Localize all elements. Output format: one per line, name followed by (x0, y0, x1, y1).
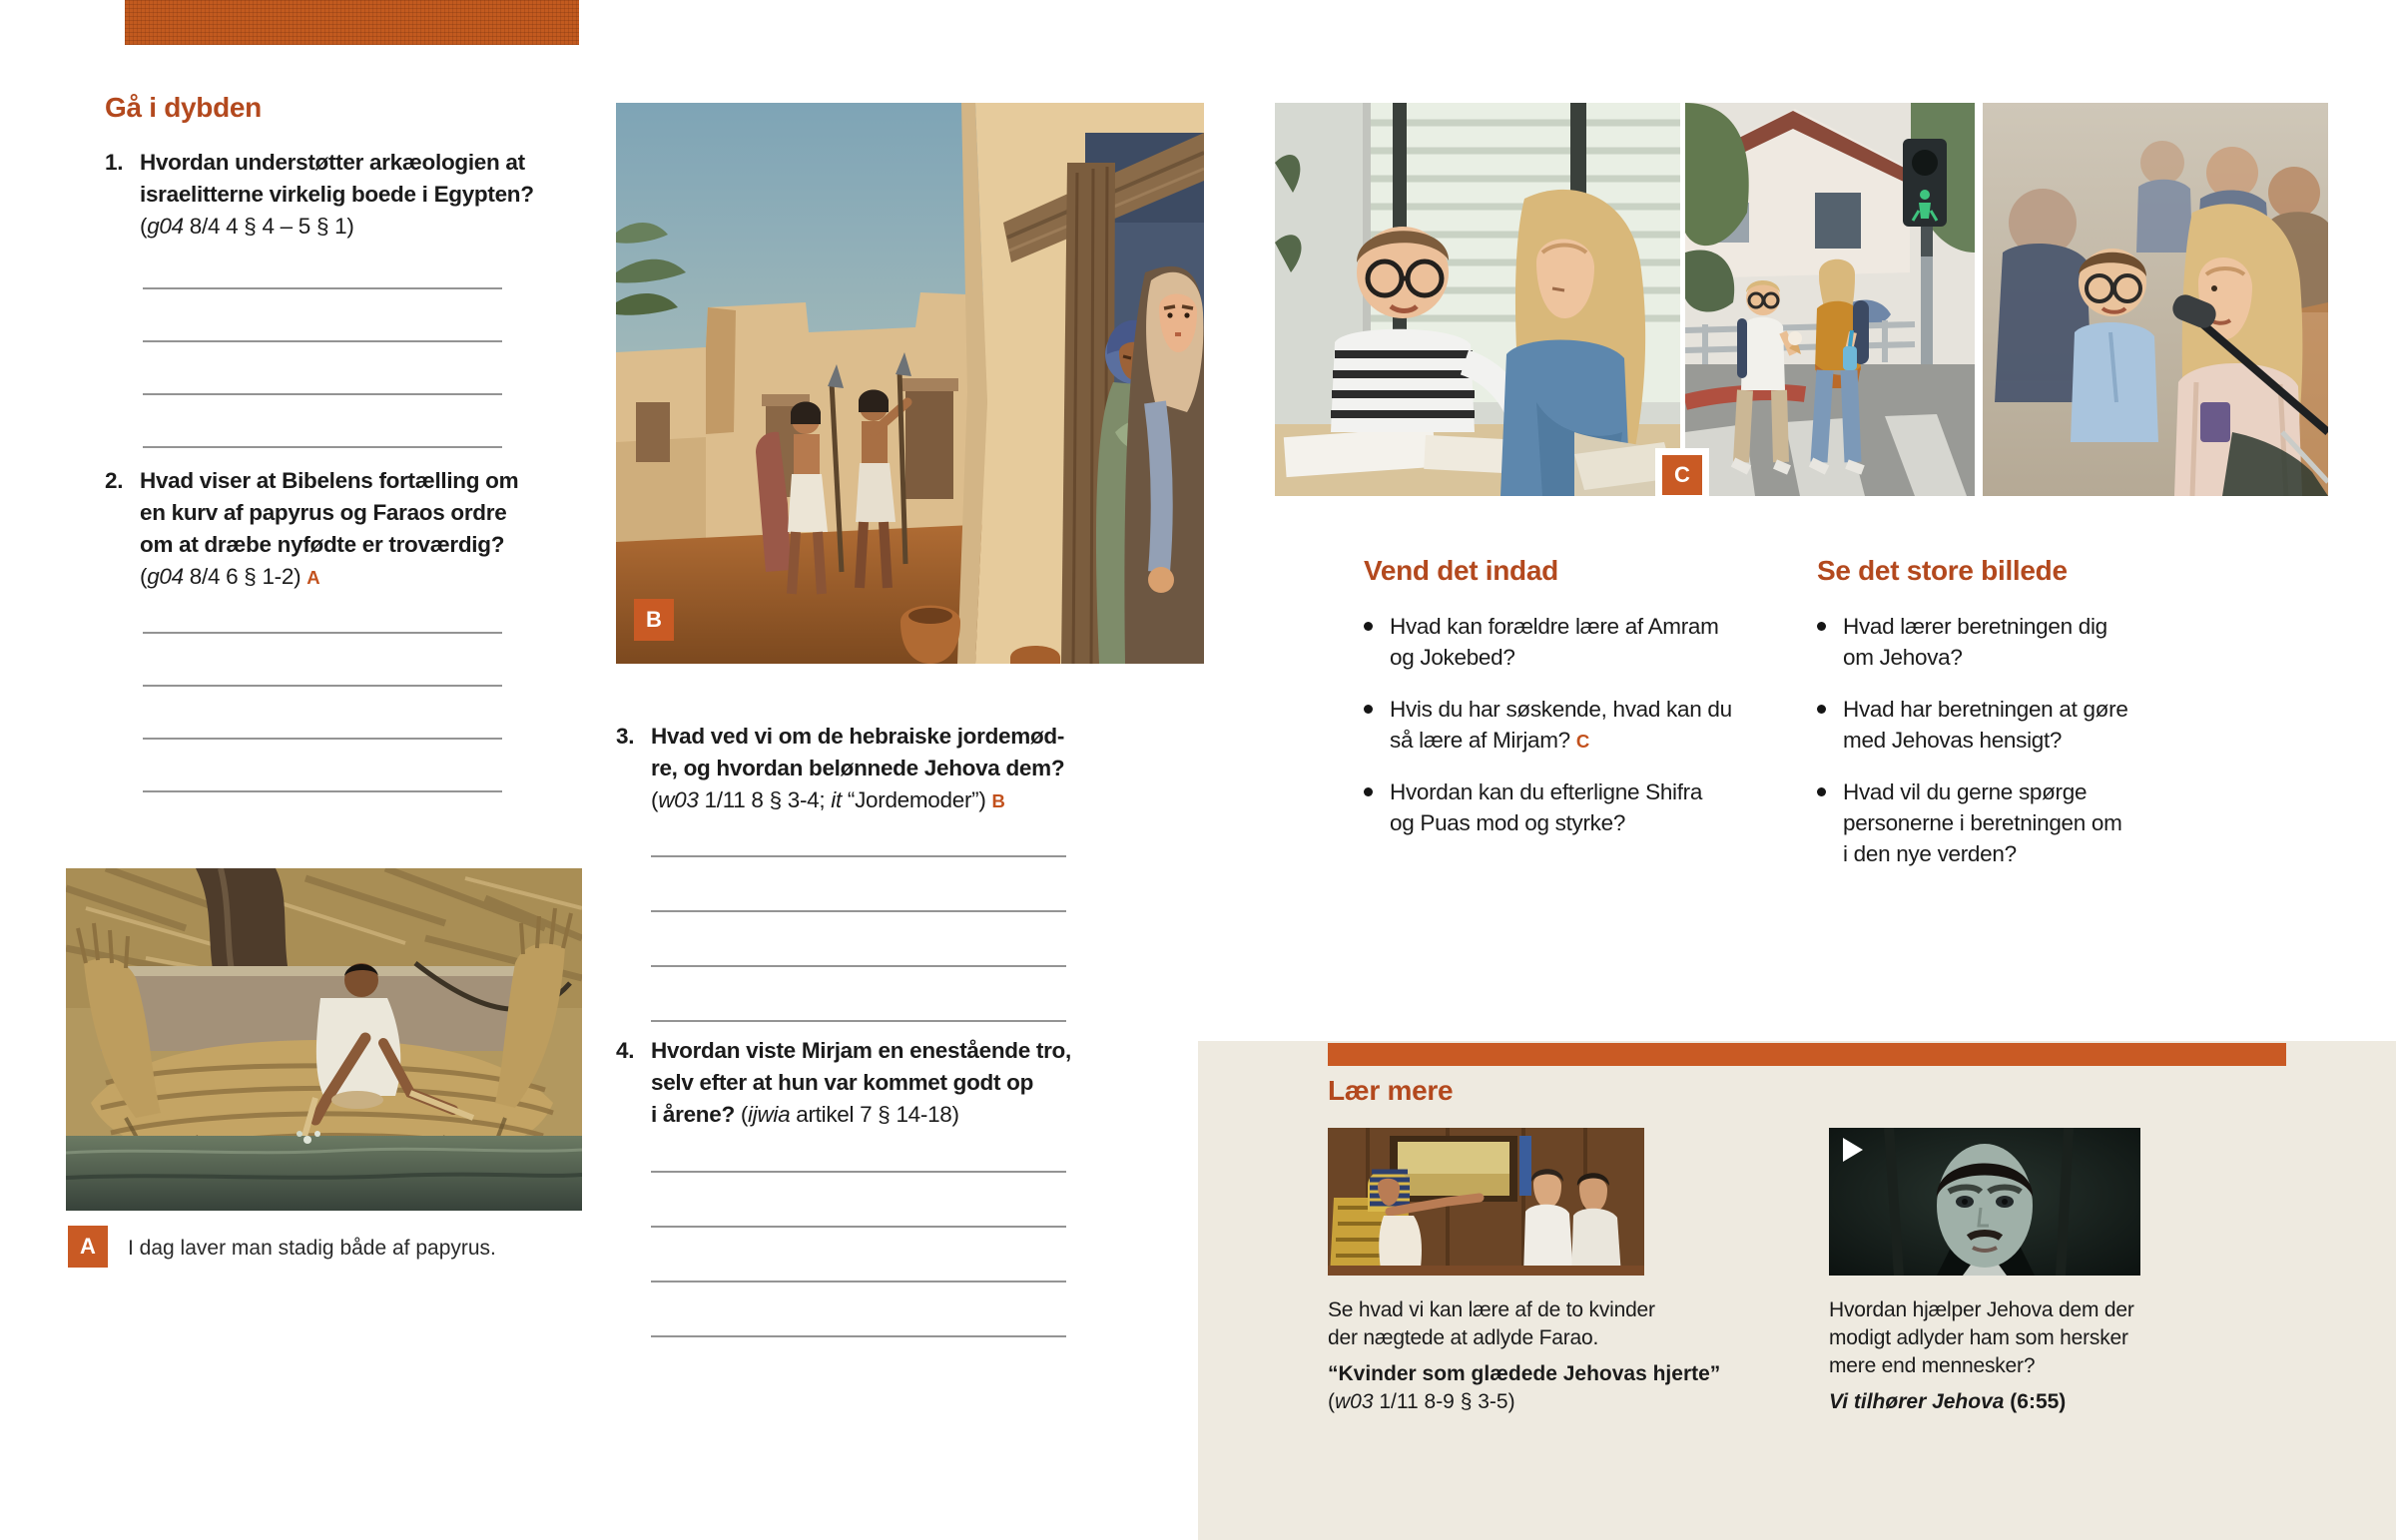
text-segment: israelitterne virkelig boede i Egypten? (140, 182, 534, 207)
text-segment: ( (140, 214, 148, 239)
thumb-pharaoh-midwives[interactable] (1328, 1128, 1644, 1276)
figure-label-a: A (68, 1226, 108, 1268)
text-segment: med Jehovas hensigt? (1843, 728, 2063, 753)
text-segment: ( (740, 1102, 749, 1127)
section-heading: Se det store billede (1817, 555, 2068, 586)
bullet-dot-icon (1817, 622, 1826, 631)
text-line: modigt adlyder ham som hersker (1829, 1326, 2128, 1349)
question-text (140, 147, 534, 243)
play-icon[interactable] (1843, 1138, 1863, 1162)
question-number: 2. (105, 468, 124, 493)
answer-line (143, 289, 502, 342)
text-line (140, 179, 534, 211)
studying-scene (1275, 103, 1680, 496)
answer-line (143, 634, 502, 687)
text-line: mere end mennesker? (1829, 1354, 2036, 1377)
section-heading: Vend det indad (1364, 555, 1558, 586)
papyrus-caption: I dag laver man stadig både af papyrus. (128, 1237, 496, 1260)
text-segment: om Jehova? (1843, 645, 1963, 670)
answer-line (651, 802, 1066, 857)
text-segment: så lære af Mirjam? (1390, 728, 1576, 753)
text-segment: “Kvinder som glædede Jehovas hjerte” (1328, 1362, 1721, 1385)
go-deeper-heading: Gå i dybden (105, 92, 262, 123)
text-segment: en kurv af papyrus og Faraos ordre (140, 500, 507, 525)
text-segment: w03 (658, 787, 699, 812)
bullet-dot-icon (1364, 622, 1373, 631)
text-segment: artikel 7 § 14-18) (790, 1102, 959, 1127)
article-title[interactable] (1328, 1360, 1721, 1388)
text-segment: ( (140, 564, 148, 589)
bullet-item (1364, 611, 1823, 673)
figure-label-b: B (634, 599, 674, 641)
bullet-dot-icon (1817, 787, 1826, 796)
text-segment: 1/11 8-9 § 3-5) (1373, 1390, 1515, 1413)
text-line (1843, 725, 2128, 756)
text-segment: 8/4 4 § 4 – 5 § 1) (183, 214, 354, 239)
text-segment: 8/4 6 § 1-2) (183, 564, 307, 589)
answer-lines-q3 (651, 802, 1066, 1022)
answer-lines-q2 (143, 581, 502, 792)
woman-in-shawl (1124, 266, 1204, 664)
learn-more-item-video (1829, 1128, 2140, 1416)
bullet-item (1364, 776, 1823, 838)
text-segment: it (831, 787, 842, 812)
answer-line (651, 857, 1066, 912)
page-edge-band (125, 0, 579, 45)
answer-line (143, 237, 502, 289)
article-reference (1328, 1388, 1644, 1416)
boy-listening (2071, 249, 2158, 442)
photo-children-crossing-street (1685, 103, 1975, 496)
question-number: 3. (616, 724, 635, 749)
text-line (1390, 776, 1702, 807)
papyrus-boat-scene (66, 868, 582, 1211)
answer-line (651, 1118, 1066, 1173)
text-segment: og Puas mod og styrke? (1390, 810, 1626, 835)
text-line (1843, 807, 2122, 838)
text-line (1390, 611, 1719, 642)
text-line (651, 721, 1064, 753)
answer-line (651, 967, 1066, 1022)
question-2 (105, 465, 534, 593)
text-segment: Hvordan viste Mirjam en enestående tro, (651, 1038, 1071, 1063)
answer-line (143, 687, 502, 740)
learn-more-description (1328, 1296, 1655, 1352)
answer-lines-q4 (651, 1118, 1066, 1337)
bullet-dot-icon (1817, 705, 1826, 714)
question-text (651, 1035, 1071, 1131)
text-line (1843, 642, 2107, 673)
text-segment: w03 (1335, 1390, 1374, 1413)
text-line (651, 753, 1064, 784)
answer-line (651, 912, 1066, 967)
learn-more-item-article (1328, 1128, 1721, 1416)
text-line (651, 1067, 1071, 1099)
photo-girl-commenting-meeting (1983, 103, 2328, 496)
text-line (1390, 725, 1732, 756)
text-segment: ijwia (748, 1102, 791, 1127)
text-line (140, 497, 518, 529)
answer-line (651, 1283, 1066, 1337)
text-segment: Hvad ved vi om de hebraiske jordemød- (651, 724, 1065, 749)
songbook (2200, 402, 2230, 442)
learn-more-description (1829, 1296, 2140, 1380)
pharaoh-scene (1328, 1128, 1644, 1276)
text-segment: ( (651, 787, 659, 812)
answer-line (143, 740, 502, 792)
video-still-man (1829, 1128, 2140, 1276)
bullet-dot-icon (1364, 705, 1373, 714)
text-line (1390, 694, 1732, 725)
street-crossing-scene (1685, 103, 1975, 496)
text-line (1843, 838, 2122, 869)
bullet-item (1817, 694, 2276, 756)
text-segment: Hvad vil du gerne spørge (1843, 779, 2088, 804)
text-segment: re, og hvordan belønnede Jehova dem? (651, 756, 1065, 780)
text-segment: Hvad har beretningen at gøre (1843, 697, 2128, 722)
text-segment: Hvordan kan du efterligne Shifra (1390, 779, 1703, 804)
text-segment: Hvad kan forældre lære af Amram (1390, 614, 1719, 639)
bullet-item (1817, 776, 2276, 869)
text-segment: Hvordan understøtter arkæologien at (140, 150, 525, 175)
text-segment: ( (1328, 1390, 1335, 1413)
figure-ref-marker: A (306, 567, 321, 588)
text-line (1843, 776, 2122, 807)
text-line (1390, 807, 1702, 838)
learn-more-panel (1198, 1041, 2396, 1540)
text-segment: og Jokebed? (1390, 645, 1515, 670)
egypt-street-scene (616, 103, 1204, 664)
photo-children-studying (1275, 103, 1680, 496)
text-line: Se hvad vi kan lære af de to kvinder (1328, 1298, 1655, 1321)
text-segment: 1/11 8 § 3-4; (698, 787, 832, 812)
question-4 (616, 1035, 1075, 1131)
text-segment: Vi tilhører Jehova (1829, 1390, 2005, 1413)
text-segment: Hvad lærer beretningen dig (1843, 614, 2107, 639)
answer-line (143, 342, 502, 395)
text-line (1843, 694, 2128, 725)
text-line (140, 465, 518, 497)
figure-ref-marker: B (991, 790, 1006, 811)
text-segment: “Jordemoder”) (841, 787, 992, 812)
text-line: der nægtede at adlyde Farao. (1328, 1326, 1599, 1349)
answer-line (143, 395, 502, 448)
bullet-dot-icon (1364, 787, 1373, 796)
answer-lines-q1 (143, 237, 502, 448)
text-segment: personerne i beretningen om (1843, 810, 2122, 835)
text-segment: g04 (147, 564, 184, 589)
illustration-women-doorway (616, 103, 1204, 664)
question-number: 4. (616, 1038, 635, 1063)
answer-line (651, 1228, 1066, 1283)
text-line (1390, 642, 1719, 673)
figure-label-c: C (1662, 455, 1702, 495)
panel-accent-bar (1328, 1043, 2286, 1066)
bullet-item (1364, 694, 1823, 756)
text-line (140, 529, 518, 561)
text-segment: Hvad viser at Bibelens fortælling om (140, 468, 519, 493)
learn-more-heading: Lær mere (1328, 1075, 1454, 1106)
text-segment: (6:55) (2004, 1390, 2067, 1413)
question-number: 1. (105, 150, 124, 175)
text-segment: i årene? (651, 1102, 741, 1127)
question-text (140, 465, 518, 593)
text-segment: selv efter at hun var kommet godt op (651, 1070, 1034, 1095)
section-se-det-store-billede (1817, 555, 2276, 869)
photo-papyrus-boat (66, 868, 582, 1211)
answer-line (651, 1173, 1066, 1228)
text-line (1843, 611, 2107, 642)
answer-line (143, 581, 502, 634)
text-segment: Hvis du har søskende, hvad kan du (1390, 697, 1732, 722)
bullet-item (1817, 611, 2276, 673)
text-line: Hvordan hjælper Jehova dem der (1829, 1298, 2134, 1321)
text-segment: i den nye verden? (1843, 841, 2017, 866)
thumb-video-man[interactable] (1829, 1128, 2140, 1276)
text-line (140, 147, 534, 179)
question-1 (105, 147, 534, 243)
text-segment: g04 (147, 214, 184, 239)
text-line (651, 1035, 1071, 1067)
section-vend-det-indad (1364, 555, 1823, 838)
figure-ref-marker: C (1575, 731, 1590, 752)
video-title[interactable] (1829, 1388, 2140, 1416)
meeting-scene (1983, 103, 2328, 496)
figure-label-c-frame (1655, 448, 1709, 502)
text-segment: om at dræbe nyfødte er troværdig? (140, 532, 505, 557)
